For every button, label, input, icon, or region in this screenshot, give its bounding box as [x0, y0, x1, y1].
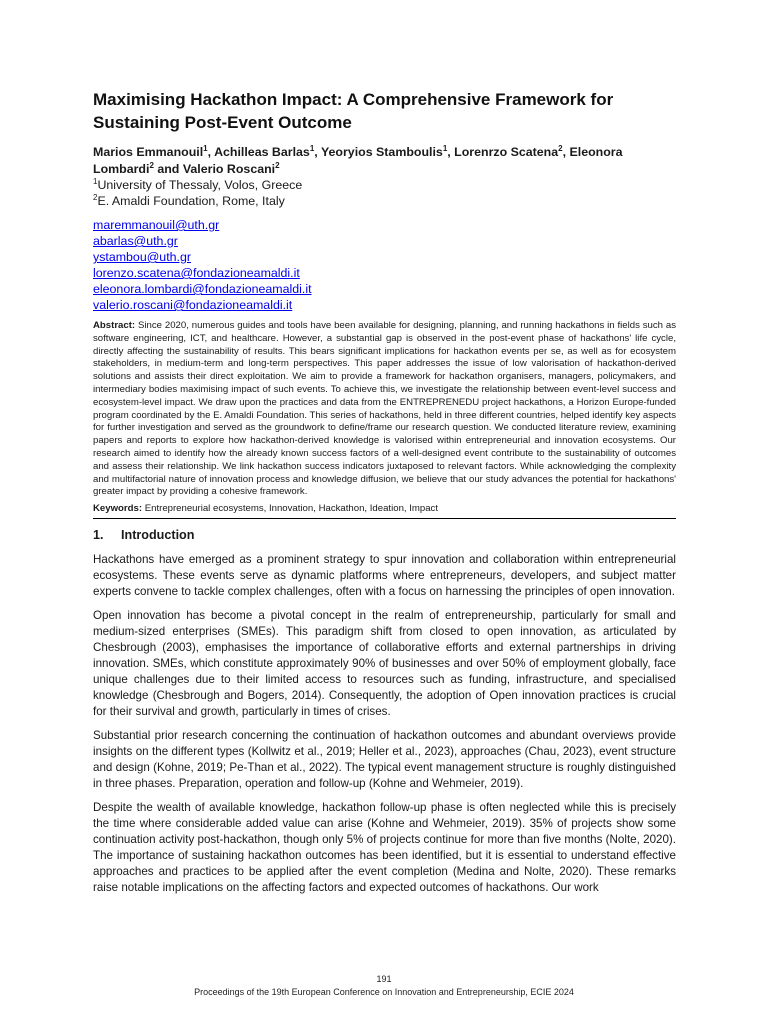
author: Eleonora Lombardi$^2$ and: [93, 145, 623, 176]
paper-title: Maximising Hackathon Impact: A Comprehensive Framework for Sustaining Post-Event Outcome: [93, 90, 614, 132]
email-list: [93, 217, 676, 313]
body-paragraph: Despite the wealth of available knowledge, hackathon follow-up phase is often neglected while this is precisely the time where considerable added value can arise (Kohne and Wehmeier, 2019). 35% of projects show some continuation activity post-hackathon, though only 5% of projects continue for more than five months (Nolte, 2020). The importance of sustaining hackathon outcomes has been identified, but it is essential to understand effective approaches and practices to be applied after the event completion (Medina and Nolte, 2020). These remarks raise notable implications on the affecting factors and expected outcomes of hackathons. Our work: [93, 801, 676, 895]
keywords: [93, 503, 676, 515]
email-link[interactable]: ystambou@uth.gr: [93, 250, 191, 264]
page-number: 191: [376, 974, 392, 984]
email-link[interactable]: lorenzo.scatena@fondazioneamaldi.it: [93, 266, 300, 280]
author: Lorenrzo Scatena$^2$,: [454, 144, 570, 159]
author: Valerio Roscani$^2$: [182, 160, 280, 176]
body-paragraph: Hackathons have emerged as a prominent strategy to spur innovation and collaboration within entrepreneurial ecosystems. These events serve as dynamic platforms where entrepreneurs, developers, and subject matter experts convene to tackle complex challenges, often with a focus on harnessing the principles of open innovation.: [93, 553, 676, 599]
author: Yeoryios Stamboulis$^1$,: [320, 144, 455, 159]
abstract-text: Since 2020, numerous guides and tools have been available for designing, planning, and running hackathons in fields such as software engineering, ICT, and healthcare. However, a substantial gap is observed in the post-event phase of hackathons' life cycle, directly affecting the sustainability of results. This bears significant implications for hackathon events per se, as well as for ecosystem stakeholders, in medium-term and long-term perspectives. This paper addresses the issue of low valorisation of hackathon-derived solutions and assists their direct exploitation. We aim to provide a framework for hackathon organisers, managers, policymakers, and intermediary bodies maximising impact of such events. To achieve this, we investigate the relationship between event-level success and ecosystem-level impact. We draw upon the practices and data from the ENTREPRENEDU project hackathons, a Horizon Europe-funded program coordinated by the E. Amaldi Foundation. This series of hackathons, held in three different countries, helped identify key aspects for further investigation and served as the groundwork to define/frame our research question. We conducted literature review, examining papers and reports to explore how hackathon-derived knowledge is valorised within entrepreneurial and innovation ecosystems. Our research aimed to identify how the already known success factors of a well-designed event contribute to the sustainability of outcomes and assess their relationship. We link hackathon success indicators juxtaposed to relevant factors. While acknowledging the complexity and multifactorial nature of innovation process and knowledge diffusion, we believe that our study advances the potential for hackathons' greater impact by providing a cohesive framework.: [93, 320, 677, 498]
affiliation: $^2$E. Amaldi Foundation, Rome, Italy: [93, 193, 285, 208]
author: Achilleas Barlas$^1$,: [214, 144, 321, 159]
keywords-text: Entrepreneurial ecosystems, Innovation, Hackathon, Ideation, Impact: [144, 503, 439, 515]
abstract: [93, 320, 676, 499]
abstract-label: Abstract:: [93, 320, 136, 331]
section-heading: 1. Introduction: [93, 528, 195, 543]
affiliation: $^1$University of Thessaly, Volos, Greece: [93, 177, 303, 192]
proceedings-footer: Proceedings of the 19th European Conference on Innovation and Entrepreneurship, ECIE 2024: [194, 987, 574, 997]
email-link[interactable]: maremmanouil@uth.gr: [93, 218, 220, 232]
body-paragraph: Open innovation has become a pivotal concept in the realm of entrepreneurship, particularly for small and medium-sized enterprises (SMEs). This paradigm shift from closed to open innovation, as articulated by Chesbrough (2003), emphasises the importance of collaborative efforts and external partnerships in driving innovation. SMEs, which constitute approximately 90% of businesses and over 50% of employment globally, face unique challenges due to their limited access to resources such as funding, infrastructure, and specialised knowledge (Chesbrough and Bogers, 2014). Consequently, the adoption of Open innovation practices is crucial for their survival and growth, particularly in times of crises.: [93, 609, 676, 719]
email-link[interactable]: abarlas@uth.gr: [93, 234, 178, 248]
divider: [93, 518, 676, 519]
paper-page: [93, 88, 676, 904]
author-list: [93, 144, 676, 177]
keywords-label: Keywords:: [93, 503, 143, 515]
email-link[interactable]: valerio.roscani@fondazioneamaldi.it: [93, 298, 293, 312]
email-link[interactable]: eleonora.lombardi@fondazioneamaldi.it: [93, 282, 312, 296]
body-paragraph: Substantial prior research concerning the continuation of hackathon outcomes and abundant overviews provide insights on the different types (Kollwitz et al., 2019; Heller et al., 2023), approaches (Chau, 2023), event structure and design (Kohne, 2019; Pe-Than et al., 2022). The typical event management structure is roughly distinguished in three phases. Preparation, operation and follow-up (Kohne and Wehmeier, 2019).: [93, 729, 676, 791]
author: Marios Emmanouil$^1$,: [93, 144, 215, 159]
